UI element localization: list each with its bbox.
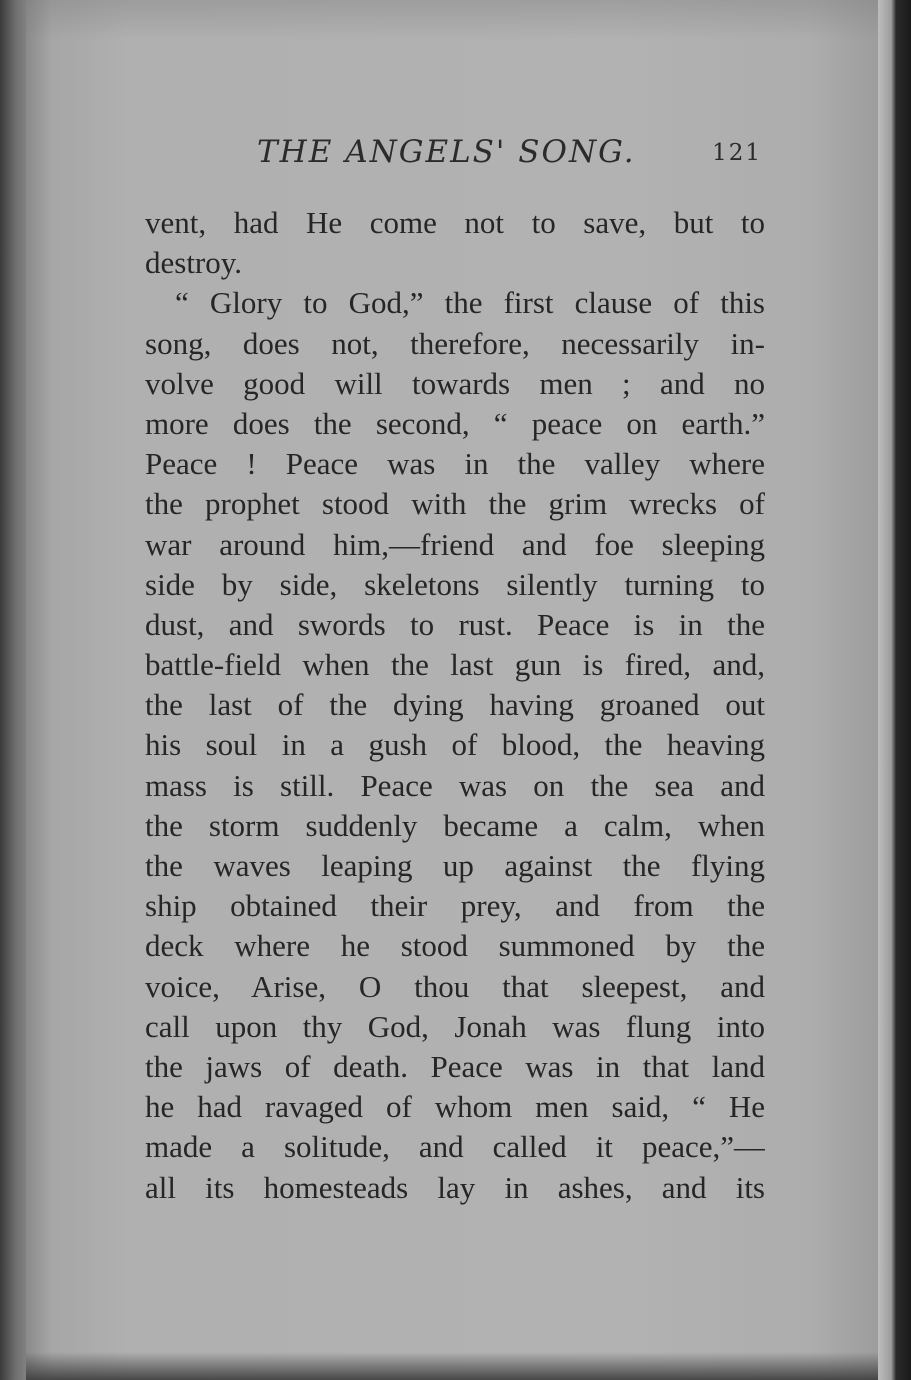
text-line: the prophet stood with the grim wrecks of [145,486,765,522]
text-line: the waves leaping up against the flying [145,848,765,883]
text-line: “ Glory to God,” the first clause of this [175,285,765,321]
text-line: his soul in a gush of blood, the heaving [145,727,765,763]
page-top-shadow [26,0,878,40]
text-line: the last of the dying having groaned out [145,687,765,723]
text-line: the jaws of death. Peace was in that land [145,1048,765,1084]
text-line: deck where he stood summoned by the [145,928,765,964]
running-head: THE ANGELS' SONG. [257,134,636,170]
text-line: dust, and swords to rust. Peace is in the [145,606,765,642]
text-line: vent, had He come not to save, but to [145,205,765,240]
text-line: Peace ! Peace was in the valley where [145,446,765,482]
text-line: made a solitude, and called it peace,”— [145,1129,765,1165]
text-line: more does the second, “ peace on earth.” [145,405,765,441]
page-bottom-edge [26,1352,878,1380]
page-right-edge [878,0,911,1380]
text-line: side by side, skeletons silently turning to [145,566,765,602]
text-line: he had ravaged of whom men said, “ He [145,1089,765,1125]
text-line: the storm suddenly became a calm, when [145,807,765,843]
text-line: battle-field when the last gun is fired, and, [145,647,765,683]
text-line: war around him,—friend and foe sleeping [145,526,765,562]
body-text [145,203,765,1208]
text-line: volve good will towards men ; and no [145,365,765,401]
text-line: call upon thy God, Jonah was flung into [145,1008,765,1044]
text-line: voice, Arise, O thou that sleepest, and [145,968,765,1004]
page-number: 121 [712,140,762,166]
page-header [145,130,770,178]
text-line: all its homesteads lay in ashes, and its [145,1169,765,1205]
text-line: mass is still. Peace was on the sea and [145,767,765,803]
text-line: ship obtained their prey, and from the [145,888,765,924]
text-line: destroy. [145,245,242,281]
text-line: song, does not, therefore, necessarily in- [145,325,765,361]
